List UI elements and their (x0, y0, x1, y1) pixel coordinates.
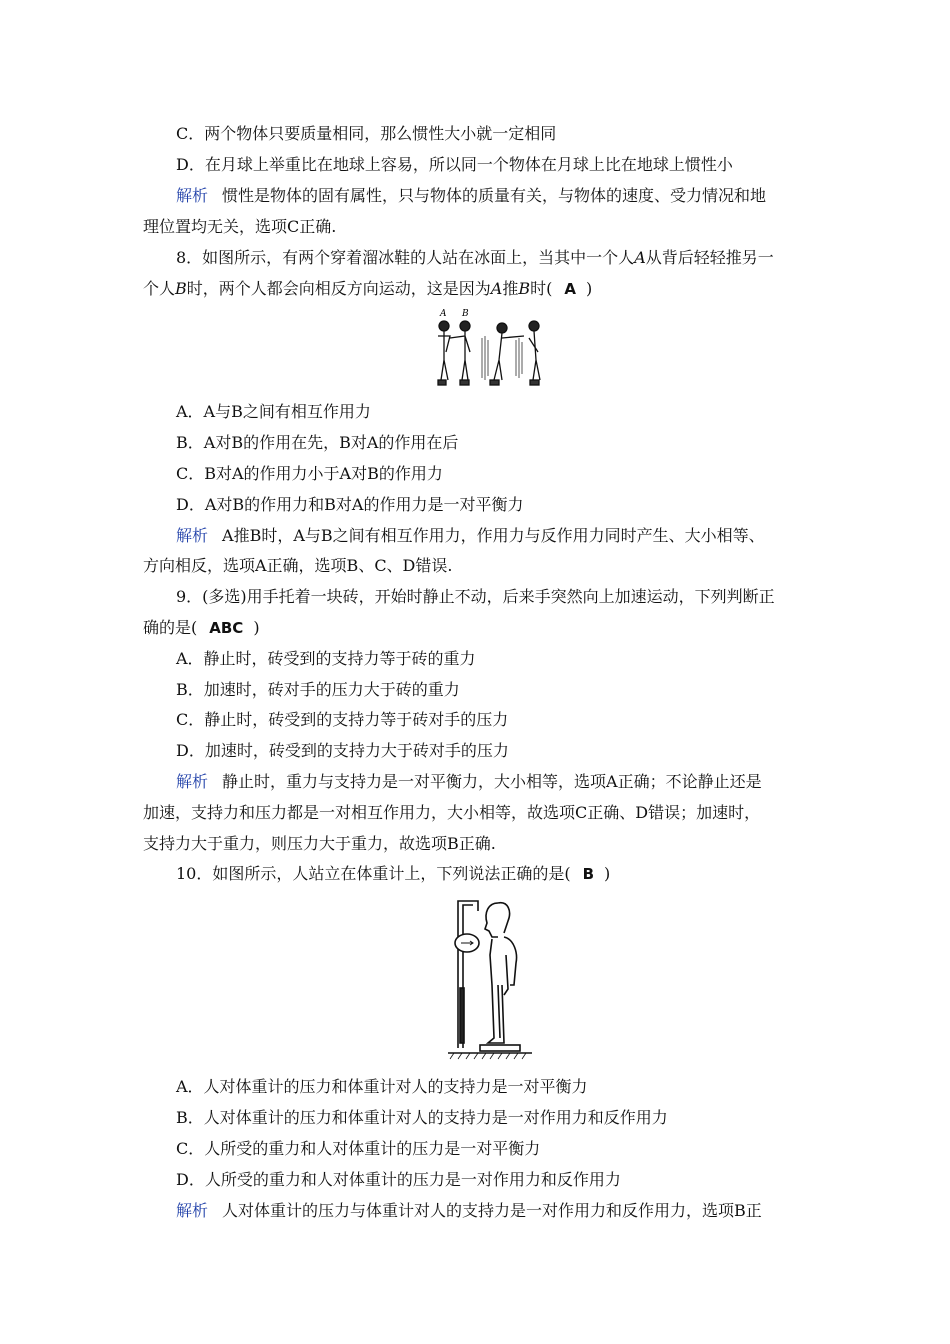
q8-stem-line1 (176, 248, 774, 268)
label-b: B (462, 309, 469, 319)
scale-figure (440, 893, 542, 1063)
q10-option-a: A．人对体重计的压力和体重计对人的支持力是一对平衡力 (176, 1077, 588, 1096)
q8-explanation-line2: 方向相反，选项A正确，选项B、C、D错误. (143, 556, 453, 575)
q9-option-d: D．加速时，砖受到的支持力大于砖对手的压力 (176, 741, 509, 760)
q7-option-c: C．两个物体只要质量相同，那么惯性大小就一定相同 (176, 124, 557, 143)
q9-explanation-line2: 加速，支持力和压力都是一对相互作用力，大小相等，故选项C正确、D错误；加速时， (143, 803, 761, 822)
q7-option-d: D．在月球上举重比在地球上容易，所以同一个物体在月球上比在地球上惯性小 (176, 155, 733, 174)
explanation-text: 人对体重计的压力与体重计对人的支持力是一对作用力和反作用力，选项B正 (222, 1201, 762, 1220)
q8-explanation-line1 (176, 526, 765, 546)
q10-option-c: C．人所受的重力和人对体重计的压力是一对平衡力 (176, 1139, 541, 1158)
q8-stem-text-6: 时( (530, 279, 553, 298)
q10-close-paren: ) (604, 864, 611, 883)
explanation-keyword: 解析 (176, 526, 209, 545)
q8-italic-a2: A (490, 279, 503, 298)
q10-option-b: B．人对体重计的压力和体重计对人的支持力是一对作用力和反作用力 (176, 1108, 668, 1127)
q8-stem-text-4: 时，两个人都会向相反方向运动，这是因为 (186, 279, 491, 298)
q8-option-a: A．A与B之间有相互作用力 (176, 402, 371, 421)
skaters-illustration (434, 308, 546, 394)
explanation-keyword: 解析 (176, 772, 209, 791)
q8-stem-text-2: 从背后轻轻推另一 (645, 248, 774, 267)
person-on-scale-illustration (440, 893, 542, 1063)
label-a: A (440, 309, 447, 319)
explanation-text: A推B时，A与B之间有相互作用力，作用力与反作用力同时产生、大小相等、 (222, 526, 765, 545)
q10-option-d: D．人所受的重力和人对体重计的压力是一对作用力和反作用力 (176, 1170, 621, 1189)
q8-italic-b2: B (518, 279, 531, 298)
q8-stem-text-3: 个人 (143, 279, 176, 298)
explanation-text: 惯性是物体的固有属性，只与物体的质量有关，与物体的速度、受力情况和地 (222, 186, 767, 205)
q10-answer: B (582, 865, 595, 883)
explanation-keyword: 解析 (176, 186, 209, 205)
q10-stem-text: 10．如图所示，人站立在体重计上，下列说法正确的是( (176, 864, 571, 883)
q8-stem-text-5: 推 (502, 279, 519, 298)
q8-stem-line2 (143, 279, 592, 299)
explanation-text: 静止时，重力与支持力是一对平衡力，大小相等，选项A正确；不论静止还是 (222, 772, 762, 791)
q9-option-c: C．静止时，砖受到的支持力等于砖对手的压力 (176, 710, 509, 729)
q7-explanation-line1 (176, 186, 766, 206)
q9-answer: ABC (209, 619, 244, 637)
skaters-figure (434, 308, 546, 394)
q9-stem-line1: 9．(多选)用手托着一块砖，开始时静止不动，后来手突然向上加速运动，下列判断正 (176, 587, 775, 606)
q8-close-paren: ) (586, 279, 593, 298)
q8-italic-b: B (175, 279, 187, 298)
q10-stem (176, 864, 610, 884)
q8-option-d: D．A对B的作用力和B对A的作用力是一对平衡力 (176, 495, 524, 514)
q8-stem-text: 8．如图所示，有两个穿着溜冰鞋的人站在冰面上，当其中一个人 (176, 248, 635, 267)
q8-option-b: B．A对B的作用在先，B对A的作用在后 (176, 433, 459, 452)
q9-stem-line2 (143, 618, 260, 638)
q9-stem-text: 确的是( (143, 618, 198, 637)
q10-explanation-line1 (176, 1201, 762, 1221)
explanation-keyword: 解析 (176, 1201, 209, 1220)
q8-answer: A (564, 280, 576, 298)
q8-option-c: C．B对A的作用力小于A对B的作用力 (176, 464, 443, 483)
q9-explanation-line1 (176, 772, 762, 792)
q8-italic-a: A (634, 248, 646, 267)
q9-close-paren: ) (253, 618, 260, 637)
q9-explanation-line3: 支持力大于重力，则压力大于重力，故选项B正确. (143, 834, 496, 853)
q9-option-a: A．静止时，砖受到的支持力等于砖的重力 (176, 649, 476, 668)
q9-option-b: B．加速时，砖对手的压力大于砖的重力 (176, 680, 460, 699)
q7-explanation-line2: 理位置均无关，选项C正确. (143, 217, 337, 236)
